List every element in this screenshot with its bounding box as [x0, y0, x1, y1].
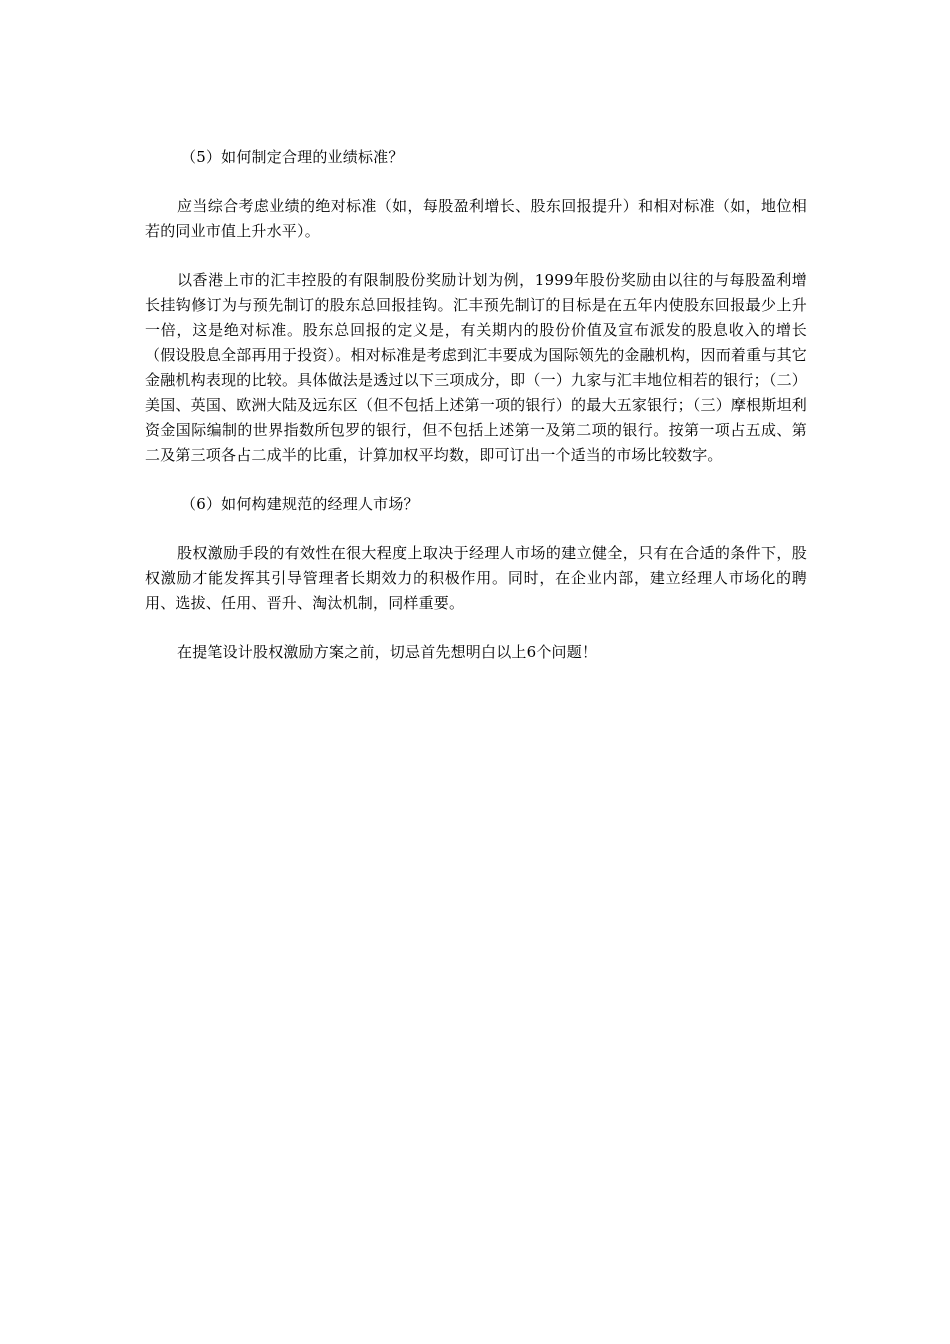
paragraph-hsbc-example: 以香港上市的汇丰控股的有限制股份奖励计划为例，1999年股份奖励由以往的与每股盈利增长挂钩修订为与预先制订的股东总回报挂钩。汇丰预先制订的目标是在五年内使股东回报最少上升一倍，这是绝对标准。股东总回报的定义是，有关期内的股份价值及宣布派发的股息收入的增长（假设股息全部再用于投资）。相对标准是考虑到汇丰要成为国际领先的金融机构，因而着重与其它金融机构表现的比较。具体做法是透过以下三项成分，即（一）九家与汇丰地位相若的银行；（二）美国、英国、欧洲大陆及远东区（但不包括上述第一项的银行）的最大五家银行；（三）摩根斯坦利资金国际编制的世界指数所包罗的银行，但不包括上述第一及第二项的银行。按第一项占五成、第二及第三项各占二成半的比重，计算加权平均数，即可订出一个适当的市场比较数字。 [145, 271, 807, 464]
paragraph-performance-standards: 应当综合考虑业绩的绝对标准（如，每股盈利增长、股东回报提升）和相对标准（如，地位相若的同业市值上升水平）。 [145, 197, 807, 240]
paragraph-manager-market: 股权激励手段的有效性在很大程度上取决于经理人市场的建立健全，只有在合适的条件下，股权激励才能发挥其引导管理者长期效力的积极作用。同时，在企业内部，建立经理人市场化的聘用、选拔、任用、晋升、淘汰机制，同样重要。 [145, 544, 807, 612]
section-heading-5: （5）如何制定合理的业绩标准？ [181, 148, 404, 166]
section-heading-6: （6）如何构建规范的经理人市场？ [181, 495, 419, 513]
paragraph-conclusion: 在提笔设计股权激励方案之前，切忌首先想明白以上6个问题！ [177, 643, 598, 661]
document-body [145, 145, 807, 689]
